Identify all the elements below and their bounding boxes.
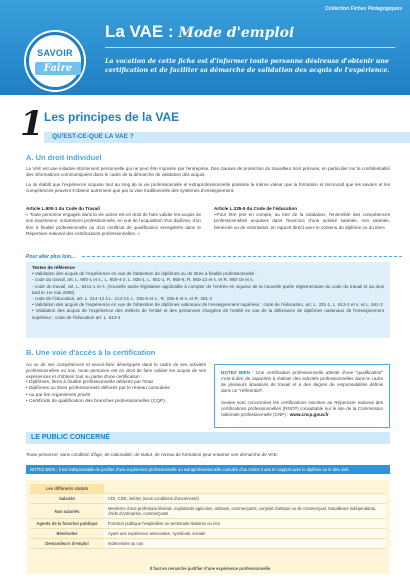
table-cell-value: Ayant une expérience associative, syndicale, sociale — [104, 529, 386, 539]
table-row — [30, 494, 386, 504]
article-code-education — [214, 206, 390, 231]
list-item: • Diplômes ou titres professionnels délivrés par le réseau consulaire — [26, 386, 171, 392]
table-cell-key: Non salariés — [30, 504, 104, 519]
references-line: - code du travail, art. L. 6411-1 et s. (nouvelle partie législative applicable à compter de l'entrée en vigueur de la nouvelle partie réglementaire du code du travail et au plus tard le 1er mai 2008) — [32, 283, 384, 295]
list-item: • Diplômes, titres à finalité professionnelle délivrés par l'Etat — [26, 380, 153, 385]
references-line: • Validation des acquis de l'expérience en vue de l'obtention de diplômes ou de titres à finalité professionnelle : — [32, 271, 257, 277]
savoir-faire-logo — [26, 32, 84, 90]
section-title: Les principes de la VAE — [44, 110, 180, 124]
note-content — [221, 370, 383, 418]
table-cell-key: Bénévoles — [30, 529, 104, 539]
status-table-wrap — [26, 480, 390, 574]
public-bar — [26, 432, 390, 444]
list-item: • Certificats de qualification des branches professionnelles (CQP). — [26, 398, 167, 404]
article-code-education-text: «Pour être pris en compte, au titre de la validation, l'ensemble des compétences professionnelles acquises dans l'exercice d'une activité salariée, non salariée, bénévole ou de volontariat, en rapport direct avec le contenu du diplôme ou du titre» — [214, 212, 390, 230]
logo-line2: Faire — [35, 62, 81, 75]
paragraph-public: Toute personne, sans condition d'âge, de nationalité, de statut, de niveau de formation peut entamer une démarche de VAE. — [26, 452, 279, 457]
title-rule — [105, 47, 395, 48]
table-row — [30, 529, 386, 539]
dashed-divider — [82, 256, 402, 257]
intro-text: La vocation de cette fiche est d'informer toute personne désireuse d'obtenir une certification et de faciliter sa démarche de validation des acquis de l'expérience. — [105, 58, 390, 74]
subhead-voie-acces: B. Une voie d'accès à la certification — [26, 348, 156, 357]
article-code-travail — [26, 206, 201, 237]
table-cell-key: Agents de la fonction publique — [30, 519, 104, 529]
footer-note: Il faut en revanche justifier d'une expérience professionnelle — [149, 566, 271, 571]
page-title-main: La VAE — [105, 22, 164, 41]
note-text-2: Seules sont concernées les certifications inscrites au Répertoire national des certifications professionnelles (RNCP) consultable sur le site de la Commission nationale professionnelle (CNP) : — [221, 400, 383, 417]
table-cell-value: Membres d'une profession libérale, exploitants agricoles, artisans, commerçants, conjoint d'artisan ou de commerçant, travailleurs indépendants, chefs d'entreprise, commerçants — [104, 504, 386, 519]
article-code-travail-text: « Toute personne engagée dans la vie active est en droit de faire valider les acquis de son expérience, notamment professionnelle, en vue de l'acquisition d'un diplôme, d'un titre à finalité professionnelle ou d'un certificat de qualification enregistrés dans le Répertoire national des certifications professionnelles. » — [26, 212, 201, 236]
note-text: : Une certification professionnelle atteste d'une "qualification" c'est-à-dire de capacités à réaliser des activités professionnelles dans le cadre de plusieurs situations de travail et à des degrés de responsabilités définis dans un "référentiel". — [221, 370, 383, 393]
paragraph-loi: La loi établit que l'expérience acquise tout au long de la vie professionnelle et extraprofessionnelle possède la même valeur que la formation et reconnaît que les savoirs et les compétences peuvent s'obtenir autrement que par la voie traditionnelle des systèmes d'enseignement. — [26, 182, 390, 194]
table-cell-value: CDI, CDD, intérim (sous conditions d'ancienneté) — [104, 494, 386, 504]
table-cell-key: Demandeurs d'emploi — [30, 539, 104, 549]
nb-strip — [26, 465, 390, 474]
collection-label: Collection Fiches Pédagogiques — [325, 6, 402, 12]
article-code-education-title: Article L.335-5 du Code de l'éducation — [214, 206, 298, 211]
logo-line1: SAVOIR — [37, 48, 73, 58]
table-cell-key: Salariés — [30, 494, 104, 504]
aller-plus-loin-label: Pour aller plus loin... — [26, 254, 76, 260]
page-title-separator: : — [163, 22, 179, 41]
references-box — [26, 262, 390, 338]
references-heading: Textes de référence — [32, 265, 75, 270]
page-title — [105, 22, 294, 42]
nb-strip-text: NOTEZ BIEN : Il est indispensable de justifier d'une expérience professionnelle ou extraprofessionnelle cumulée d'au moins 3 ans en rapport avec le diplôme ou le titre visé. — [30, 467, 350, 472]
table-cell-value: Fonction publique hospitalière ou territoriale titulaires ou non — [104, 519, 386, 529]
note-box — [214, 364, 390, 428]
section-number: 1 — [20, 104, 44, 144]
table-header-row — [30, 484, 386, 494]
section-bar — [44, 132, 410, 143]
references-line: - code du travail, art. L. 900-1 et s., L. 900-4-2, L. 935-1, L. 951-1, R. 950-8, R. 950-13 et s. et R. 950-19 et s. — [32, 277, 254, 283]
public-bar-label: LE PUBLIC CONCERNÉ — [31, 434, 110, 441]
references-line: • Validation des acquis de l'expérience en vue de l'obtention de diplômes nationaux de l'enseignement supérieur : code de l'éducation, art. L. 331-1, L. 613-3 et s. et L. 641-2 — [32, 302, 383, 308]
paragraph-droit: La VAE est une initiative strictement personnelle qui ne peut être imposée par l'entreprise. Des clauses de protection du travailleur sont prévues, en particulier sur la confidentialité des informations communiquées dans le cadre de la démarche de validation des acquis. — [26, 166, 390, 178]
header-band — [0, 0, 410, 95]
references-line: • Validation des acquis de l'expérience des métiers de l'entité et des personnes chargées de l'entité en vue de la délivrance de diplômes nationaux de l'enseignement supérieur : code de l'éducation art. L. 613-4 — [32, 308, 384, 320]
references-line: - code de l'éducation, art. L. 214-12 à L. 214-13, L. 335-5 et s., R. 335-5 et s. et R. 361-2 — [32, 296, 213, 302]
page-title-sub: Mode d'emploi — [178, 25, 295, 41]
note-label: NOTEZ BIEN — [221, 370, 250, 375]
table-row — [30, 504, 386, 519]
subhead-droit-individuel: A. Un droit individuel — [26, 153, 102, 162]
table-row — [30, 539, 386, 549]
table-cell-value: Indemnisés ou non — [104, 539, 386, 549]
table-header: Les différents statuts — [30, 484, 104, 494]
table-row — [30, 519, 386, 529]
list-item: • ou par les organismes privés — [26, 392, 91, 398]
article-code-travail-title: Article L.900-1 du Code du Travail — [26, 206, 100, 211]
certification-list — [26, 380, 170, 405]
section-bar-label: QU'EST-CE-QUE LA VAE ? — [52, 133, 134, 140]
status-table — [30, 484, 386, 549]
cncp-link[interactable]: www.cncp.gouv.fr — [289, 412, 329, 417]
table-header-empty — [104, 484, 386, 494]
references-content — [32, 265, 384, 321]
paragraph-certification: Au vu de ses compétences et savoir-faire développés dans le cadre de ses activités professionnelles ou non, toute personne est en droit de faire valider les acquis de ses expériences et d'obtenir tout ou partie d'une certification : — [26, 362, 206, 380]
